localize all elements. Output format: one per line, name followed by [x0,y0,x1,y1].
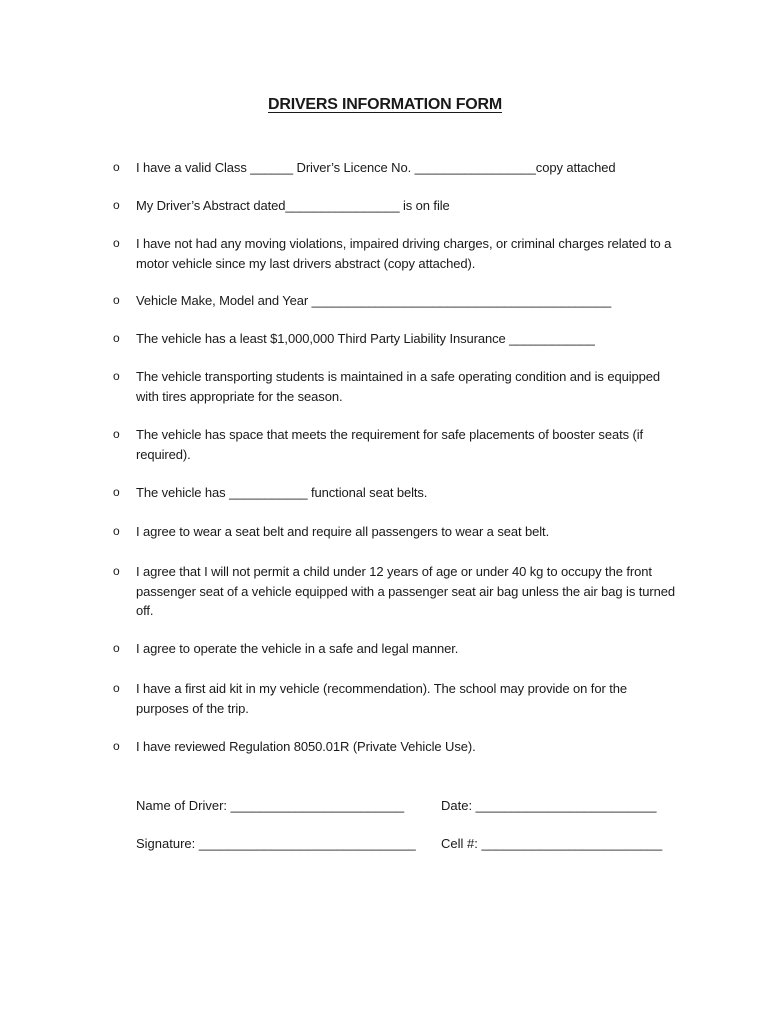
date-field[interactable]: Date: _________________________ [441,798,657,813]
item-text: I have a first aid kit in my vehicle (recommendation). The school may provide on for the purposes of the trip. [136,681,627,716]
bullet-icon: o [113,198,120,212]
bullet-icon: o [113,293,120,307]
bullet-icon: o [113,564,120,578]
bullet-icon: o [113,485,120,499]
item-text: The vehicle has ___________ functional seat belts. [136,485,428,500]
item-text: The vehicle has a least $1,000,000 Third Party Liability Insurance ____________ [136,331,595,346]
cell-field[interactable]: Cell #: _________________________ [441,836,663,851]
item-text: The vehicle transporting students is maintained in a safe operating condition and is equipped with tires appropriate for the season. [136,369,661,404]
item-text: I agree that I will not permit a child under 12 years of age or under 40 kg to occupy the front passenger seat of a vehicle equipped with a passenger seat air bag unless the air bag is turned off. [136,564,676,618]
name-of-driver-field[interactable]: Name of Driver: ________________________ [136,798,405,813]
item-text: Vehicle Make, Model and Year __________________________________________ [136,293,612,308]
form-title: DRIVERS INFORMATION FORM [267,96,502,113]
bullet-icon: o [113,427,120,441]
signature-field[interactable]: Signature: ______________________________ [136,836,416,851]
bullet-icon: o [113,331,120,345]
bullet-icon: o [113,160,120,174]
item-text: I have reviewed Regulation 8050.01R (Private Vehicle Use). [136,739,476,754]
item-text: I agree to operate the vehicle in a safe and legal manner. [136,641,459,656]
item-text: I have a valid Class ______ Driver’s Licence No. _________________copy attached [136,160,616,175]
bullet-icon: o [113,236,120,250]
bullet-icon: o [113,681,120,695]
item-text: I have not had any moving violations, impaired driving charges, or criminal charges related to a motor vehicle since my last drivers abstract (copy attached). [136,236,672,271]
item-text: The vehicle has space that meets the requirement for safe placements of booster seats (if required). [136,427,644,462]
bullet-icon: o [113,369,120,383]
item-text: My Driver’s Abstract dated________________ is on file [136,198,450,213]
item-text: I agree to wear a seat belt and require all passengers to wear a seat belt. [136,524,550,539]
bullet-icon: o [113,641,120,655]
bullet-icon: o [113,739,120,753]
bullet-icon: o [113,524,120,538]
